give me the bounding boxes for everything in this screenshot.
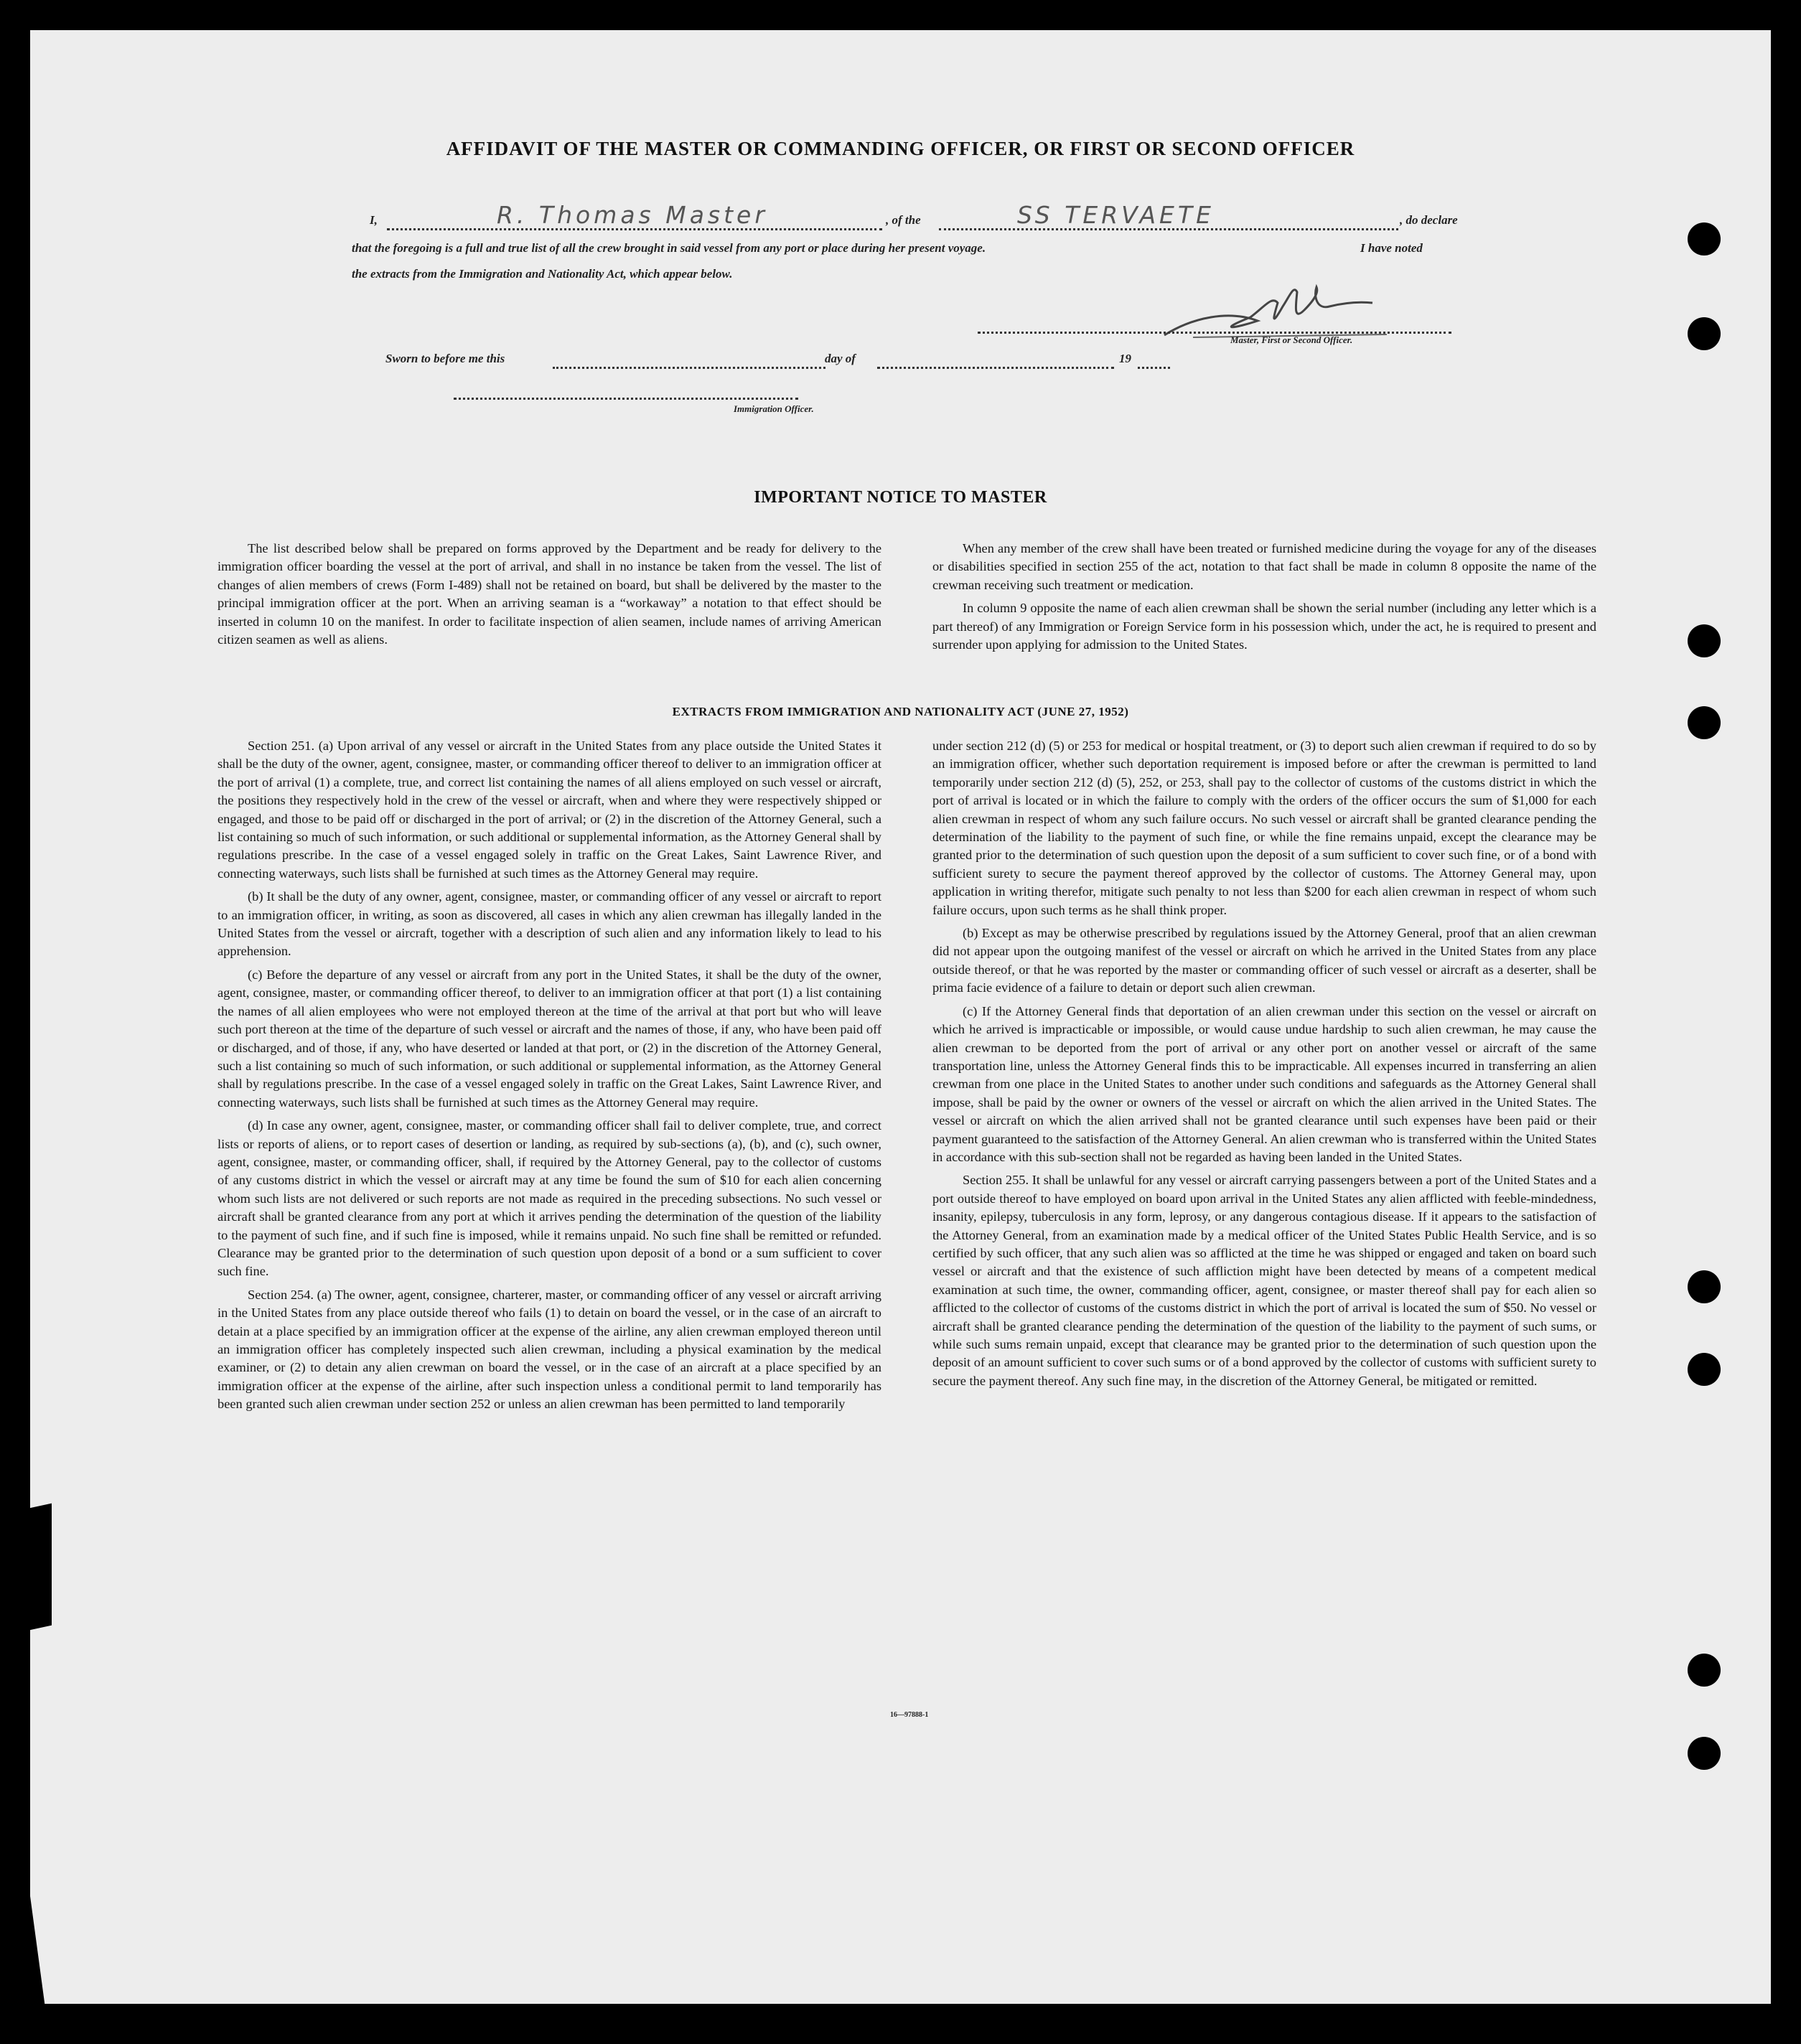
section-251-b: (b) It shall be the duty of any owner, agent, consignee, master, or commanding officer of any vessel or aircraft to report to an immigration officer, in writing, as soon as discovered, all cases in which any alien crewman has illegally landed in the United States from the vessel or aircraft, together with a description of such alien and any information likely to lead to his apprehension.	[217, 889, 881, 959]
notice-right-paragraph-2: In column 9 opposite the name of each alien crewman shall be shown the serial number (including any letter which is a part thereof) of any Immigration or Foreign Service form in his possession which, under the act, he is required to present and surrender upon applying for admission to the United States.	[932, 601, 1596, 652]
i-label: I,	[370, 213, 378, 227]
section-254-c: (c) If the Attorney General finds that deportation of an alien crewman under this section on the vessel or aircraft on which he arrived is impracticable or impossible, or would cause undue hardship to such alien crewman, he may cause the alien crewman to be deported from the port of arrival or any other port on another vessel or aircraft of the same transportation line, unless the Attorney General finds this to be impracticable. All expenses incurred in transferring an alien crewman from one place in the United States to another under such conditions and safeguards as the Attorney General shall impose, shall be paid by the owner or owners of the vessel or aircraft on which the alien arrived in the United States. The vessel or aircraft on which the alien arrived shall not be granted clearance until such expenses have been paid or their payment guaranteed to the satisfaction of the Attorney General. An alien crewman who is transferred within the United States in accordance with this sub-section shall not be regarded as having been landed in the United States.	[932, 1003, 1596, 1164]
officer-caption: Immigration Officer.	[734, 403, 814, 414]
month-line	[877, 367, 1114, 369]
section-251-d: (d) In case any owner, agent, consignee, master, or commanding officer shall fail to deliver complete, true, and correct lists or reports of aliens, or to report cases of desertion or landing, as required by sub-sections (a), (b), and (c), such owner, agent, consignee, master, or commanding officer, shall, if required by the Attorney General, pay to the collector of customs of any customs district in which the vessel or aircraft may at any time be found the sum of $10 for each alien concerning whom such lists are not delivered or such reports are not made as required in the preceding subsections. No such vessel or aircraft shall be granted clearance from any port at which it arrives pending the determination of the question of the liability to the payment of such fine, and if such fine is imposed, while it remains unpaid. No such fine shall be remitted or refunded. Clearance may be granted prior to the determination of such question upon deposit of a bond or a sum sufficient to cover such fine.	[217, 1118, 881, 1279]
declaration-line-2: the extracts from the Immigration and Nationality Act, which appear below.	[352, 267, 733, 281]
punch-hole	[1688, 1737, 1721, 1770]
folded-corner	[30, 1896, 73, 2004]
punch-hole	[1688, 317, 1721, 350]
handwritten-vessel: SS TERVAETE	[1017, 201, 1215, 229]
extracts-title: EXTRACTS FROM IMMIGRATION AND NATIONALITY ACT (JUNE 27, 1952)	[672, 705, 1129, 718]
signature-line	[978, 332, 1451, 334]
notice-title: IMPORTANT NOTICE TO MASTER	[754, 488, 1047, 507]
do-declare-label: , do declare	[1400, 213, 1458, 227]
section-254-a: Section 254. (a) The owner, agent, consignee, charterer, master, or commanding officer of any vessel or aircraft arriving in the United States from any place outside thereof who fails (1) to detain on board the vessel, or in the case of an aircraft to detain at a place specified by an immigration officer at the expense of the airline, any alien crewman employed thereon until an immigration officer has completely inspected such alien crewman, including a physical examination by the medical examiner, or (2) to detain any alien crewman on board the vessel, or in the case of an aircraft at a place specified by an immigration officer at the expense of the airline, after such inspection unless a conditional permit to land temporarily has been granted such alien crewman under section 252 or unless an alien crewman has been permitted to land temporarily	[217, 1287, 881, 1412]
sworn-day-line	[553, 367, 825, 369]
of-the-label: , of the	[886, 213, 921, 227]
affidavit-title: AFFIDAVIT OF THE MASTER OR COMMANDING OFFICER, OR FIRST OR SECOND OFFICER	[446, 138, 1355, 159]
day-of-label: day of	[825, 352, 856, 365]
declaration-line-2a: I have noted	[1360, 241, 1423, 255]
form-sheet	[30, 30, 1771, 2004]
punch-hole	[1688, 624, 1721, 657]
section-254-a-continued: under section 212 (d) (5) or 253 for medical or hospital treatment, or (3) to deport such alien crewman if required to do so by an immigration officer, whether such deportation requirement is imposed before or after the crewman is permitted to land temporarily under section 212 (d) (5), 252, or 253, shall pay to the collector of customs of the customs district in which the port of arrival is located or in which the failure to comply with the orders of the officer occurs the sum of $1,000 for each alien crewman in respect of whom any such failure occurs. No such vessel or aircraft shall be granted clearance pending the determination of the liability to the payment of such fine, or while the fine remains unpaid, except the clearance may be granted prior to the determination of such question upon the deposit of a sum sufficient to cover such fine, or of a bond with sufficient surety to secure the payment thereof approved by the collector of customs. The Attorney General may, upon application in writing therefor, mitigate such penalty to not less than $200 for each alien crewman in respect of whom such failure occurs, upon such terms as he shall think proper.	[932, 739, 1596, 917]
section-251-a: Section 251. (a) Upon arrival of any vessel or aircraft in the United States from any place outside the United States it shall be the duty of the owner, agent, consignee, master, or commanding officer thereof to deliver to an immigration officer at the port of arrival (1) a complete, true, and correct list containing the names of all aliens employed on such vessel or aircraft, the positions they respectively hold in the crew of the vessel or aircraft, when and where they were respectively shipped or engaged, and those to be paid off or discharged in the port of arrival; or (2) in the discretion of the Attorney General, such a list containing so much of such information, or such additional or supplemental information, as the Attorney General shall by regulations prescribe. In the case of a vessel engaged solely in traffic on the Great Lakes, Saint Lawrence River, and connecting waterways, such lists shall be furnished at such times as the Attorney General may require.	[217, 739, 881, 881]
notice-left-column	[217, 540, 881, 654]
torn-edge	[30, 1504, 52, 1633]
form-code: 16—97888-1	[890, 1711, 929, 1719]
year-label: 19	[1119, 352, 1131, 365]
punch-hole	[1688, 1353, 1721, 1386]
section-255: Section 255. It shall be unlawful for any vessel or aircraft carrying passengers between a port of the United States and a port outside thereof to have employed on board upon arrival in the United States any alien afflicted with feeble-mindedness, insanity, epilepsy, tuberculosis in any form, leprosy, or any dangerous contagious disease. If it appears to the satisfaction of the Attorney General, from an examination made by a medical officer of the United States Public Health Service, and is so certified by such officer, that any such alien was so afflicted at the time he was shipped or engaged and taken on board such vessel or aircraft and that the existence of such affliction might have been detected by means of a competent medical examination at such time, the owner, commanding officer, agent, consignee, or master thereof shall pay for each alien so afflicted to the collector of customs of the customs district in which the port of arrival is located the sum of $50. No vessel or aircraft shall be granted clearance pending the determination of the question of the liability to the payment of such sums, or while such sums remain unpaid, except that clearance may be granted prior to the determination of such question upon the deposit of an amount sufficient to cover such sums or of a bond approved by the collector of customs with sufficient surety to secure the payment thereof. Any such fine may, in the discretion of the Attorney General, be mitigated or remitted.	[932, 1173, 1596, 1388]
sworn-label: Sworn to before me this	[385, 352, 505, 365]
punch-hole	[1688, 706, 1721, 739]
officer-line	[454, 398, 798, 400]
notice-left-paragraph: The list described below shall be prepared on forms approved by the Department and be ready for delivery to the immigration officer boarding the vessel at the port of arrival, and shall in no instance be taken from the vessel. The list of changes of alien members of crews (Form I-489) shall not be retained on board, but shall be delivered by the master to the principal immigration officer at the port. When an arriving seaman is a “workaway” a notation to that effect should be inserted in column 10 on the manifest. In order to facilitate inspection of alien seamen, include names of arriving American citizen seamen as well as aliens.	[217, 541, 881, 647]
year-line	[1138, 367, 1170, 369]
punch-hole	[1688, 1270, 1721, 1303]
punch-hole	[1688, 1654, 1721, 1687]
extracts-left-column	[217, 737, 881, 1419]
punch-hole	[1688, 222, 1721, 255]
notice-right-column	[932, 540, 1596, 659]
section-251-c: (c) Before the departure of any vessel or aircraft from any port in the United States, it shall be the duty of the owner, agent, consignee, master, or commanding officer thereof, to deliver to an immigration officer at that port (1) a list containing the names of all alien employees who were not employed thereon at the time of the arrival at that port but who will leave such port thereon at the time of the departure of such vessel or aircraft and the names of those, if any, who have been paid off or discharged, and of those, if any, who have deserted or landed at that port, or (2) in the discretion of the Attorney General, such a list containing so much of such information, or such additional or supplemental information, as the Attorney General shall by regulations prescribe. In the case of a vessel engaged solely in traffic on the Great Lakes, Saint Lawrence River, and connecting waterways, such lists shall be furnished at such times as the Attorney General may require.	[217, 967, 881, 1110]
declaration-line-1: that the foregoing is a full and true list of all the crew brought in said vessel from any port or place during her present voyage.	[352, 241, 986, 255]
extracts-right-column	[932, 737, 1596, 1395]
section-254-b: (b) Except as may be otherwise prescribed by regulations issued by the Attorney General, proof that an alien crewman did not appear upon the outgoing manifest of the vessel or aircraft on which he arrived in the United States from any place outside thereof, or that he was reported by the master or commanding officer of such vessel or aircraft as a deserter, shall be prima facie evidence of a failure to detain or deport such alien crewman.	[932, 926, 1596, 995]
notice-right-paragraph-1: When any member of the crew shall have been treated or furnished medicine during the voyage for any of the diseases or disabilities specified in section 255 of the act, notation to that fact shall be made in column 8 opposite the name of the crewman receiving such treatment or medication.	[932, 541, 1596, 592]
handwritten-name: R. Thomas Master	[497, 201, 768, 229]
signatory-caption: Master, First or Second Officer.	[1230, 334, 1353, 345]
